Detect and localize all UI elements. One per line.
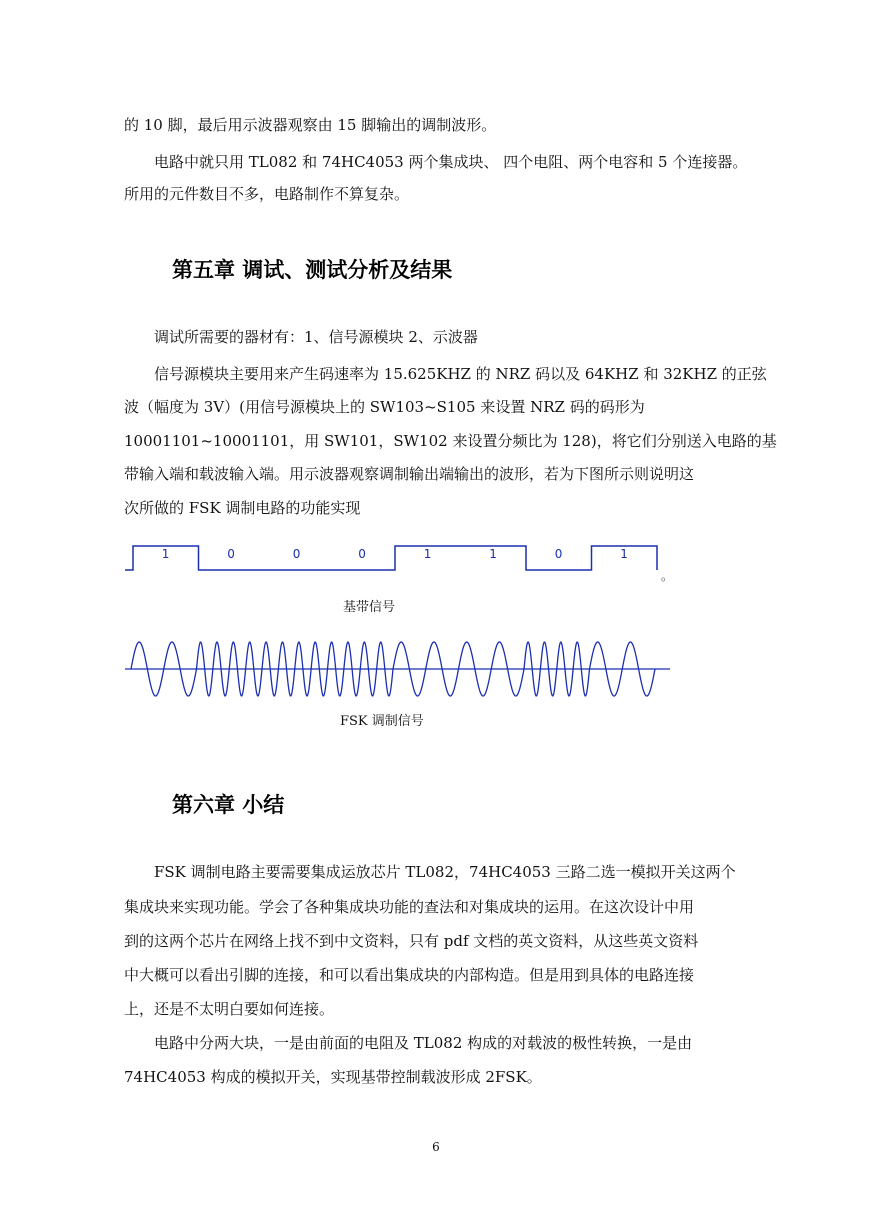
baseband-caption: 基带信号 <box>343 600 396 615</box>
paragraph-line: 到的这两个芯片在网络上找不到中文资料，只有 pdf 文档的英文资料，从这些英文资料 <box>124 932 699 950</box>
paragraph-line: 电路中分两大块，一是由前面的电阻及 TL082 构成的对载波的极性转换，一是由 <box>124 1034 693 1052</box>
paragraph-line: 集成块来实现功能。学会了各种集成块功能的查法和对集成块的运用。在这次设计中用 <box>124 898 695 916</box>
baseband-bit-label: 0 <box>292 547 301 561</box>
baseband-bit-label: 1 <box>620 547 628 561</box>
paragraph-line: 10001101~10001101，用 SW101，SW102 来设置分频比为 128)，将它们分别送入电路的基 <box>124 432 777 450</box>
baseband-bit-label: 1 <box>489 547 497 561</box>
paragraph-line: 的 10 脚，最后用示波器观察由 15 脚输出的调制波形。 <box>124 116 497 134</box>
paragraph-line: 带输入端和载波输入端。用示波器观察调制输出端输出的波形，若为下图所示则说明这 <box>124 465 695 483</box>
paragraph-line: 中大概可以看出引脚的连接，和可以看出集成块的内部构造。但是用到具体的电路连接 <box>124 966 695 984</box>
paragraph-line: FSK 调制电路主要需要集成运放芯片 TL082，74HC4053 三路二选一模拟开关这两个 <box>124 863 736 881</box>
page-number: 6 <box>432 1140 440 1154</box>
chapter6-heading: 第六章 小结 <box>172 793 285 817</box>
paragraph-line: 信号源模块主要用来产生码速率为 15.625KHZ 的 NRZ 码以及 64KHZ 和 32KHZ 的正弦 <box>124 365 767 383</box>
baseband-bit-label: 1 <box>161 547 170 561</box>
baseband-bit-label: 0 <box>554 547 563 561</box>
paragraph-line: 波（幅度为 3V）(用信号源模块上的 SW103~S105 来设置 NRZ 码的码形为 <box>124 398 645 416</box>
chapter5-heading: 第五章 调试、测试分析及结果 <box>172 258 453 282</box>
paragraph-line: 电路中就只用 TL082 和 74HC4053 两个集成块、 四个电阻、两个电容和 5 个连接器。 <box>124 153 748 171</box>
baseband-bit-label: 0 <box>227 547 235 561</box>
paragraph-line: 上，还是不太明白要如何连接。 <box>124 1000 335 1018</box>
baseband-waveform <box>125 538 685 588</box>
paragraph-line: 次所做的 FSK 调制电路的功能实现 <box>124 499 361 517</box>
baseband-bit-label: 1 <box>423 547 432 561</box>
baseband-trace <box>125 546 657 570</box>
paragraph-line: 调试所需要的器材有：1、信号源模块 2、示波器 <box>124 328 478 346</box>
fsk-caption: FSK 调制信号 <box>340 714 424 729</box>
baseband-bit-label: 0 <box>358 547 366 561</box>
paragraph-line: 74HC4053 构成的模拟开关，实现基带控制载波形成 2FSK。 <box>124 1068 542 1086</box>
trailing-mark: 。 <box>661 569 674 583</box>
paragraph-line: 所用的元件数目不多，电路制作不算复杂。 <box>124 185 410 203</box>
fsk-waveform <box>125 638 685 704</box>
